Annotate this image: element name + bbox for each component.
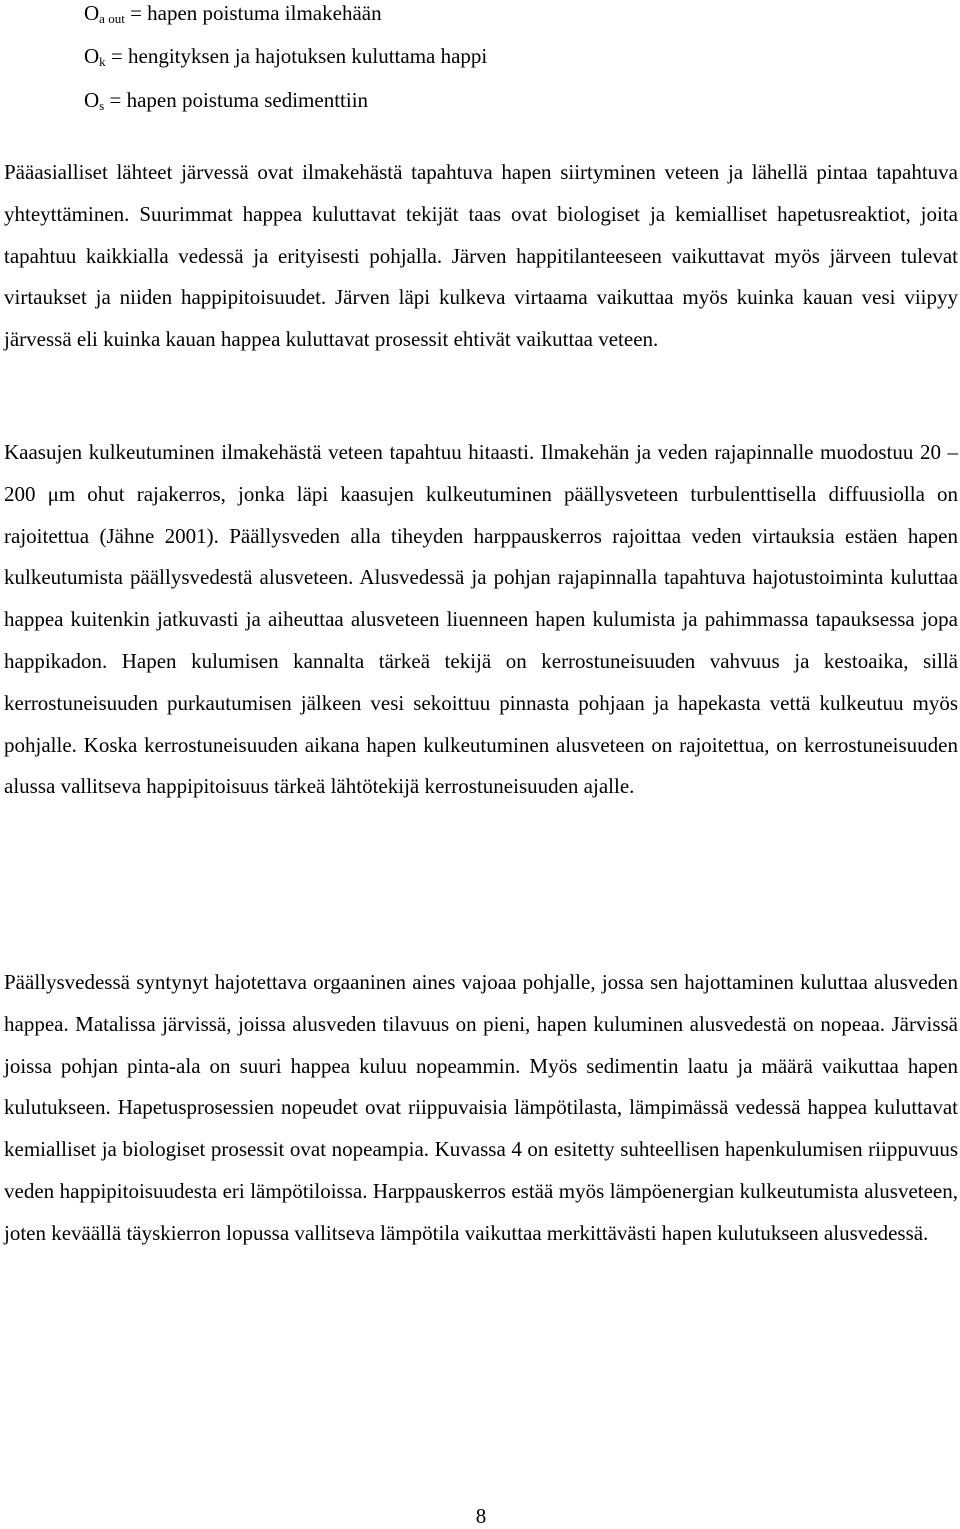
definition-o-s: [84, 88, 368, 112]
definition-symbol: O: [84, 88, 100, 112]
definition-symbol: O: [84, 44, 100, 68]
definition-subscript: a out: [99, 11, 125, 26]
definition-text: = hapen poistuma sedimenttiin: [104, 88, 369, 112]
definition-o-a-out: [84, 1, 382, 25]
definition-text: = hapen poistuma ilmakehään: [124, 1, 382, 25]
paragraph-oxygen-sources: Pääasialliset lähteet järvessä ovat ilmakehästä tapahtuva hapen siirtyminen veteen ja lähellä pintaa tapahtuva yhteyttäminen. Suurimmat happea kuluttavat tekijät taas ovat biologiset ja kemialliset hapetusreaktiot, joita tapahtuu kaikkialla vedessä ja erityisesti pohjalla. Järven happitilanteeseen vaikuttavat myös järveen tulevat virtaukset ja niiden happipitoisuudet. Järven läpi kulkeva virtaama vaikuttaa myös kuinka kauan vesi viipyy järvessä eli kuinka kauan happea kuluttavat prosessit ehtivät vaikuttaa veteen.: [4, 160, 958, 352]
page-number: 8: [475, 1504, 487, 1528]
definition-subscript: k: [99, 54, 106, 69]
definition-symbol: O: [84, 1, 100, 25]
definition-text: = hengityksen ja hajotuksen kuluttama happi: [105, 44, 488, 68]
definition-o-k: [84, 44, 487, 68]
paragraph-oxygen-consumption: Päällysvedessä syntynyt hajotettava orgaaninen aines vajoaa pohjalle, jossa sen hajottaminen kuluttaa alusveden happea. Matalissa järvissä, joissa alusveden tilavuus on pieni, hapen kuluminen alusvedestä on nopeaa. Järvissä joissa pohjan pinta-ala on suuri happea kuluu nopeammin. Myös sedimentin laatu ja määrä vaikuttaa hapen kulutukseen. Hapetusprosessien nopeudet ovat riippuvaisia lämpötilasta, lämpimässä vedessä happea kuluttavat kemialliset ja biologiset prosessit ovat nopeampia. Kuvassa 4 on esitetty suhteellisen hapenkulumisen riippuvuus veden happipitoisuudesta eri lämpötiloissa. Harppauskerros estää myös lämpöenergian kulkeutumista alusveteen, joten keväällä täyskierron lopussa vallitseva lämpötila vaikuttaa merkittävästi hapen kulutukseen alusvedessä.: [4, 970, 958, 1245]
definition-subscript: s: [99, 98, 105, 113]
paragraph-gas-transport: Kaasujen kulkeutuminen ilmakehästä veteen tapahtuu hitaasti. Ilmakehän ja veden rajapinnalle muodostuu 20 – 200 μm ohut rajakerros, jonka läpi kaasujen kulkeutuminen päällysveteen turbulenttisella diffuusiolla on rajoitettua (Jähne 2001). Päällysveden alla tiheyden harppauskerros rajoittaa veden virtauksia estäen hapen kulkeutumista päällysvedestä alusveteen. Alusvedessä ja pohjan rajapinnalla tapahtuva hajotustoiminta kuluttaa happea kuitenkin jatkuvasti ja aiheuttaa alusveteen liuenneen hapen kulumista ja pahimmassa tapauksessa jopa happikadon. Hapen kulumisen kannalta tärkeä tekijä on kerrostuneisuuden vahvuus ja kestoaika, sillä kerrostuneisuuden purkautumisen jälkeen vesi sekoittuu pinnasta pohjaan ja hapekasta vettä kulkeutuu myös pohjalle. Koska kerrostuneisuuden aikana hapen kulkeutuminen alusveteen on rajoitettua, on kerrostuneisuuden alussa vallitseva happipitoisuus tärkeä lähtötekijä kerrostuneisuuden ajalle.: [4, 440, 958, 799]
